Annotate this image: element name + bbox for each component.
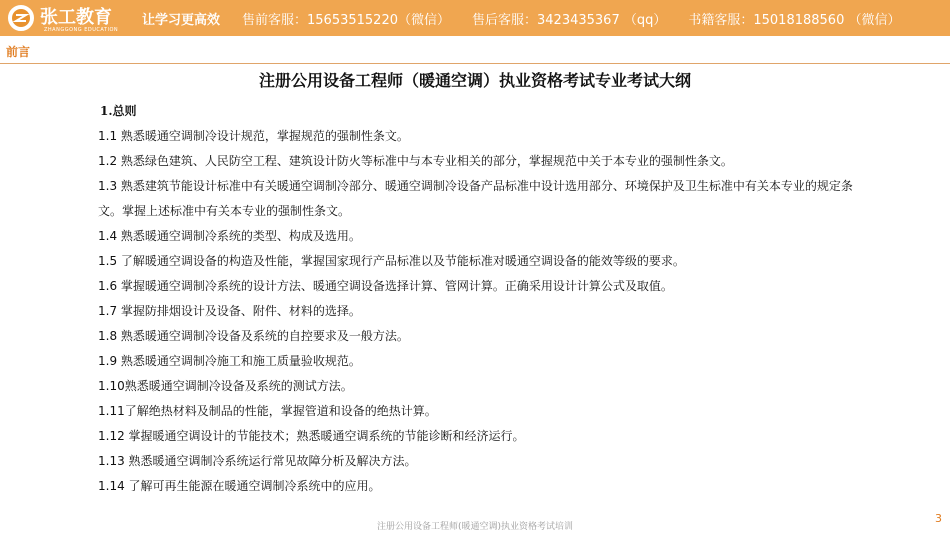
logo-icon: [8, 5, 34, 31]
logo-subtitle: ZHANGGONG EDUCATION: [44, 27, 119, 33]
aftersales-contact: 售后客服：3423435367 （qq）: [472, 12, 667, 28]
page-title: 注册公用设备工程师（暖通空调）执业资格考试专业考试大纲: [258, 71, 691, 90]
top-banner: [0, 0, 950, 36]
list-item: 1.10熟悉暖通空调制冷设备及系统的测试方法。: [98, 379, 353, 393]
logo-text: 张工教育: [40, 7, 112, 28]
list-item: 1.8 熟悉暖通空调制冷设备及系统的自控要求及一般方法。: [98, 329, 409, 343]
presales-contact: 售前客服：15653515220（微信）: [242, 12, 450, 28]
list-item: 1.3 熟悉建筑节能设计标准中有关暖通空调制冷部分、暖通空调制冷设备产品标准中设计选用部分、环境保护及卫生标准中有关本专业的规定条文。掌握上述标准中有关本专业的强制性条文。: [98, 179, 853, 218]
list-item: 1.9 熟悉暖通空调制冷施工和施工质量验收规范。: [98, 354, 361, 368]
list-item: 1.12 掌握暖通空调设计的节能技术；熟悉暖通空调系统的节能诊断和经济运行。: [98, 429, 525, 443]
list-item: 1.4 熟悉暖通空调制冷系统的类型、构成及选用。: [98, 229, 361, 243]
section-label: 前言: [6, 45, 31, 59]
list-item: 1.13 熟悉暖通空调制冷系统运行常见故障分析及解决方法。: [98, 454, 417, 468]
section-heading: 1.总则: [100, 104, 137, 118]
list-item: 1.6 掌握暖通空调制冷系统的设计方法、暖通空调设备选择计算、管网计算。正确采用设计计算公式及取值。: [98, 279, 673, 293]
footer-caption: 注册公用设备工程师(暖通空调)执业资格考试培训: [376, 522, 574, 532]
books-contact: 书籍客服：15018188560 （微信）: [688, 12, 901, 28]
list-item: 1.5 了解暖通空调设备的构造及性能，掌握国家现行产品标准以及节能标准对暖通空调设备的能效等级的要求。: [98, 254, 685, 268]
list-item: 1.2 熟悉绿色建筑、人民防空工程、建筑设计防火等标准中与本专业相关的部分，掌握规范中关于本专业的强制性条文。: [98, 154, 733, 168]
header-divider: [0, 63, 950, 64]
outline-list: [98, 124, 858, 499]
list-item: 1.11了解绝热材料及制品的性能，掌握管道和设备的绝热计算。: [98, 404, 437, 418]
list-item: 1.14 了解可再生能源在暖通空调制冷系统中的应用。: [98, 479, 381, 493]
slogan: 让学习更高效: [142, 12, 221, 28]
page-number: 3: [935, 512, 942, 525]
list-item: 1.1 熟悉暖通空调制冷设计规范，掌握规范的强制性条文。: [98, 129, 409, 143]
list-item: 1.7 掌握防排烟设计及设备、附件、材料的选择。: [98, 304, 361, 318]
